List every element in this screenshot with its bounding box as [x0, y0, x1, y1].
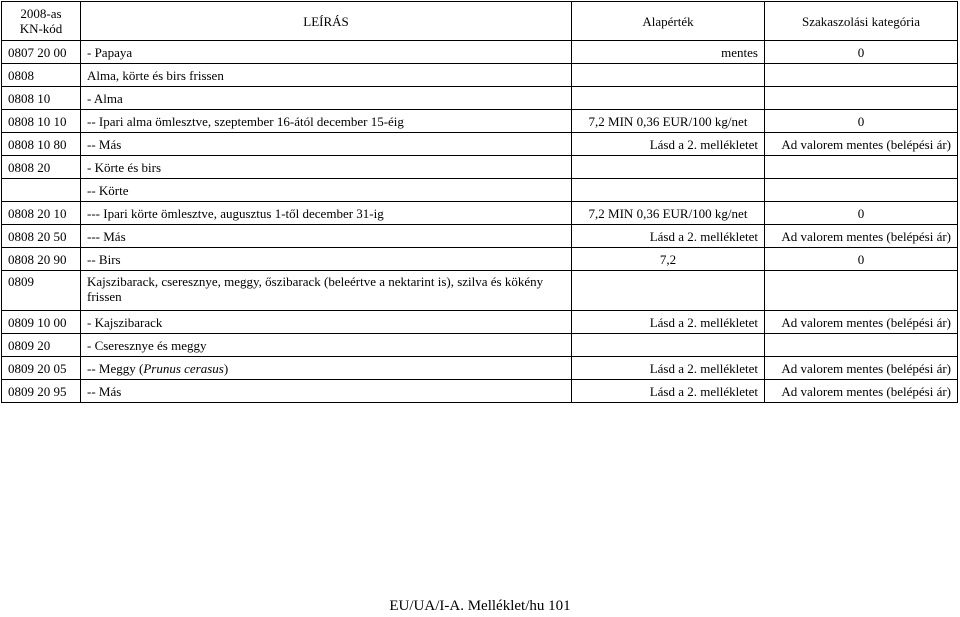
table-row	[2, 64, 958, 87]
table-row	[2, 179, 958, 202]
row-description: -- Körte	[81, 179, 572, 202]
row-code: 0808 20 10	[2, 202, 81, 225]
row-description: - Körte és birs	[81, 156, 572, 179]
page-footer: EU/UA/I-A. Melléklet/hu 101	[389, 598, 571, 614]
row-base-rate: Lásd a 2. mellékletet	[572, 357, 765, 380]
table-row	[2, 380, 958, 403]
row-base-rate: Lásd a 2. mellékletet	[572, 380, 765, 403]
header-code-line1: 2008-as	[20, 6, 62, 21]
row-description: -- Más	[81, 133, 572, 156]
row-description: -- Más	[81, 380, 572, 403]
row-staging: Ad valorem mentes (belépési ár)	[765, 380, 958, 403]
row-staging: 0	[765, 110, 958, 133]
table-row	[2, 225, 958, 248]
table-row	[2, 133, 958, 156]
row-code: 0809 20 05	[2, 357, 81, 380]
row-code: 0809 10 00	[2, 311, 81, 334]
tariff-table	[1, 1, 958, 403]
table-row	[2, 87, 958, 110]
row-description: -- Birs	[81, 248, 572, 271]
row-base-rate: mentes	[572, 41, 765, 64]
header-base-rate: Alapérték	[572, 2, 765, 41]
row-base-rate: Lásd a 2. mellékletet	[572, 133, 765, 156]
row-code: 0808 10 80	[2, 133, 81, 156]
row-base-rate: 7,2 MIN 0,36 EUR/100 kg/net	[572, 202, 765, 225]
row-staging	[765, 87, 958, 110]
row-code: 0809 20 95	[2, 380, 81, 403]
row-staging	[765, 156, 958, 179]
row-base-rate: 7,2	[572, 248, 765, 271]
header-staging: Szakaszolási kategória	[765, 2, 958, 41]
row-description: --- Más	[81, 225, 572, 248]
row-description: - Papaya	[81, 41, 572, 64]
table-row	[2, 311, 958, 334]
row-code: 0807 20 00	[2, 41, 81, 64]
row-description: -- Ipari alma ömlesztve, szeptember 16-ától december 15-éig	[81, 110, 572, 133]
row-code: 0808	[2, 64, 81, 87]
table-row	[2, 156, 958, 179]
row-description: - Cseresznye és meggy	[81, 334, 572, 357]
row-staging: Ad valorem mentes (belépési ár)	[765, 357, 958, 380]
row-description: - Kajszibarack	[81, 311, 572, 334]
row-description: - Alma	[81, 87, 572, 110]
header-code	[2, 2, 81, 41]
row-description	[81, 357, 572, 380]
row-staging	[765, 271, 958, 311]
row-staging	[765, 64, 958, 87]
row-base-rate	[572, 156, 765, 179]
row-staging	[765, 179, 958, 202]
row-code	[2, 179, 81, 202]
table-row	[2, 271, 958, 311]
table-row	[2, 202, 958, 225]
row-base-rate	[572, 87, 765, 110]
row-staging: Ad valorem mentes (belépési ár)	[765, 133, 958, 156]
row-description: Alma, körte és birs frissen	[81, 64, 572, 87]
row-staging: 0	[765, 248, 958, 271]
row-code: 0808 20 90	[2, 248, 81, 271]
row-base-rate: 7,2 MIN 0,36 EUR/100 kg/net	[572, 110, 765, 133]
table-row	[2, 357, 958, 380]
row-code: 0809 20	[2, 334, 81, 357]
row-code: 0808 20 50	[2, 225, 81, 248]
row-code: 0808 10 10	[2, 110, 81, 133]
row-base-rate: Lásd a 2. mellékletet	[572, 225, 765, 248]
row-code: 0809	[2, 271, 81, 311]
row-base-rate	[572, 179, 765, 202]
row-description: Kajszibarack, cseresznye, meggy, őszibarack (beleértve a nektarint is), szilva és kökény frissen	[81, 271, 572, 311]
table-row	[2, 110, 958, 133]
table-header-row	[2, 2, 958, 41]
row-staging: 0	[765, 202, 958, 225]
row-staging	[765, 334, 958, 357]
row-staging: 0	[765, 41, 958, 64]
table-row	[2, 248, 958, 271]
table-row	[2, 334, 958, 357]
row-base-rate	[572, 64, 765, 87]
header-description: LEÍRÁS	[81, 2, 572, 41]
table-row	[2, 41, 958, 64]
row-code: 0808 20	[2, 156, 81, 179]
row-description: --- Ipari körte ömlesztve, augusztus 1-től december 31-ig	[81, 202, 572, 225]
row-base-rate	[572, 271, 765, 311]
header-code-line2: KN-kód	[19, 21, 63, 36]
row-description-latin-name: Prunus cerasus	[143, 360, 224, 376]
row-base-rate: Lásd a 2. mellékletet	[572, 311, 765, 334]
row-base-rate	[572, 334, 765, 357]
row-staging: Ad valorem mentes (belépési ár)	[765, 225, 958, 248]
row-description-suffix: )	[223, 360, 229, 376]
row-description-prefix: -- Meggy (	[87, 360, 144, 376]
row-code: 0808 10	[2, 87, 81, 110]
row-staging: Ad valorem mentes (belépési ár)	[765, 311, 958, 334]
